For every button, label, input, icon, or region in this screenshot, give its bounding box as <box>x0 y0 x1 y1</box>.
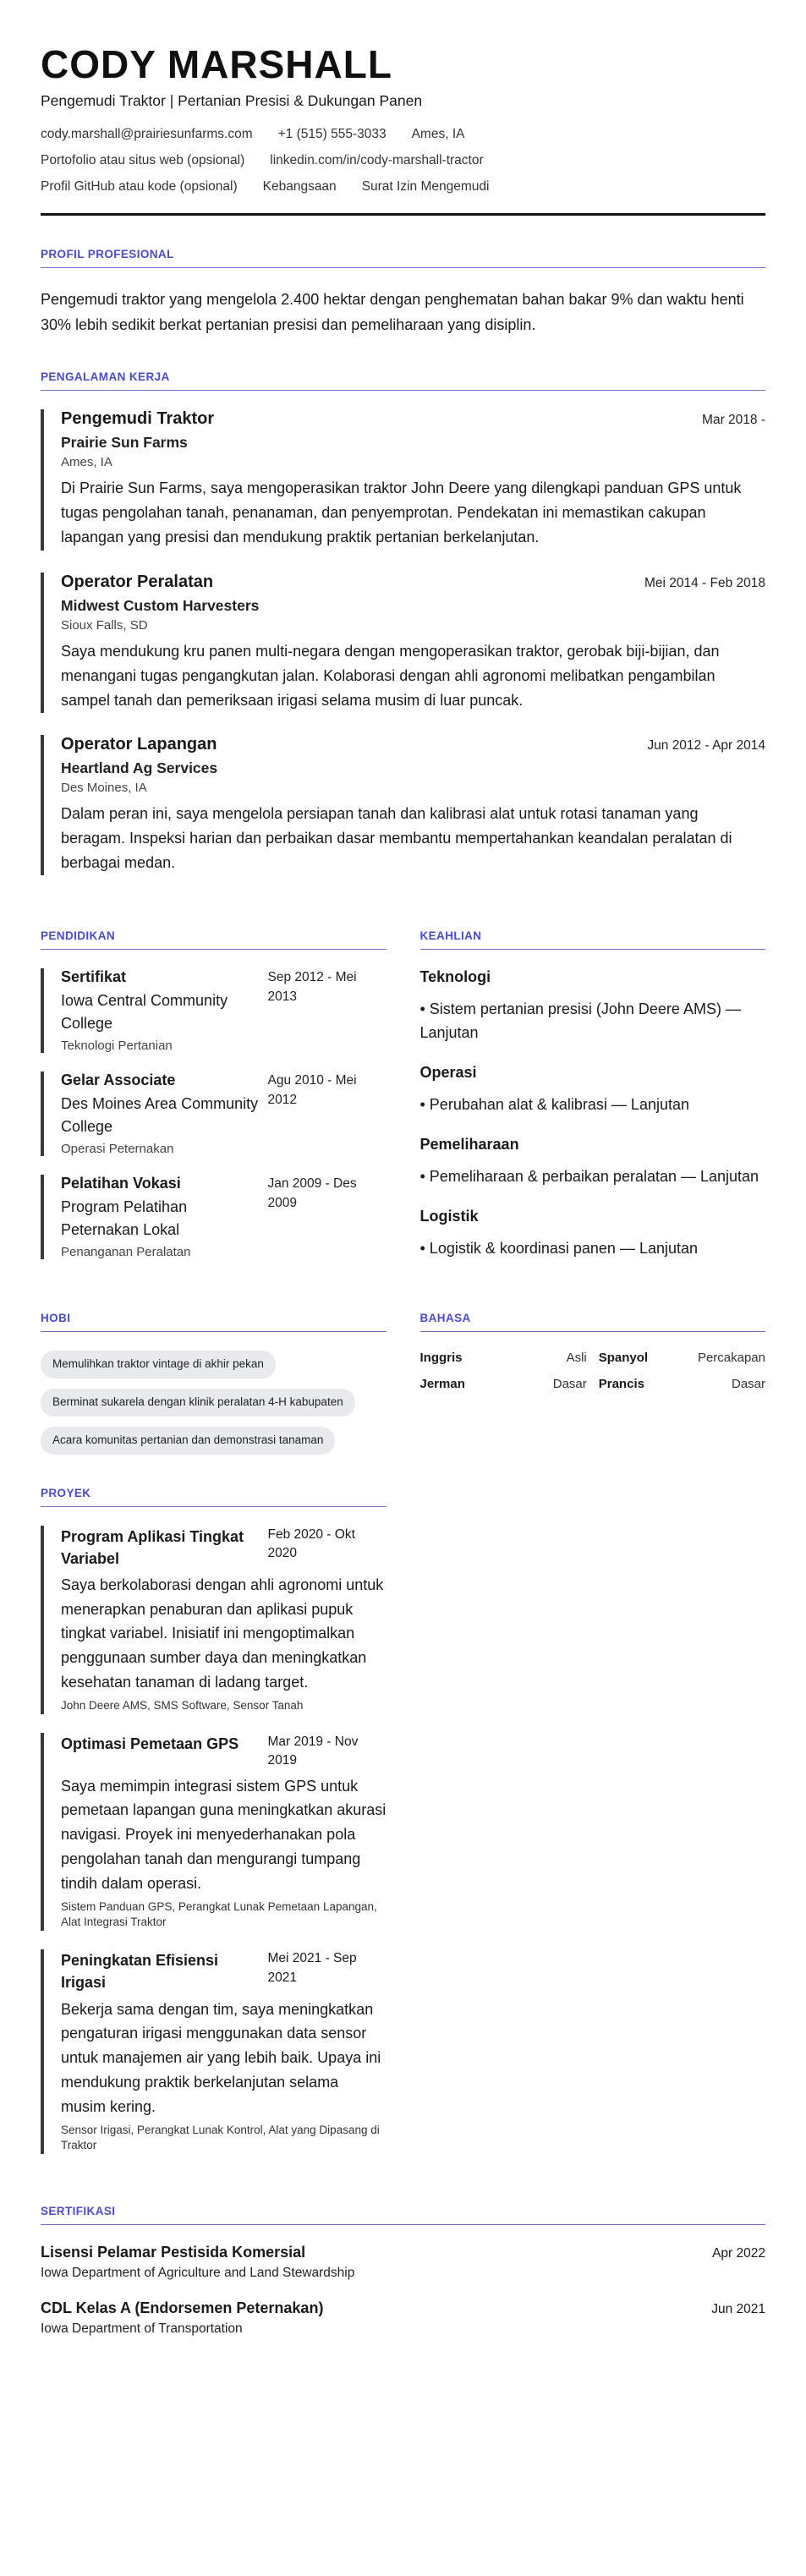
drivers-license-text: Surat Izin Mengemudi <box>361 178 490 194</box>
job-dates: Mar 2018 - <box>702 413 765 428</box>
education-school: Program Pelatihan Peternakan Lokal <box>61 1198 188 1239</box>
skill-item: • Pemeliharaan & perbaikan peralatan — Lanjutan <box>419 1168 759 1186</box>
empty-column <box>420 1455 766 2173</box>
job-company: Prairie Sun Farms <box>61 434 188 452</box>
nationality-text: Kebangsaan <box>262 178 337 194</box>
job-entry <box>41 573 765 713</box>
language-level: Dasar <box>552 1376 587 1391</box>
github-link[interactable]: Profil GitHub atau kode (opsional) <box>41 178 238 194</box>
project-entry <box>41 1733 387 1932</box>
project-title: Optimasi Pemetaan GPS <box>61 1735 239 1752</box>
skill-group <box>420 1136 766 1189</box>
certification-issuer: Iowa Department of Agriculture and Land Stewardship <box>41 2266 355 2281</box>
hobby-chip: Memulihkan traktor vintage di akhir pekan <box>41 1351 276 1378</box>
project-tools: Sensor Irigasi, Perangkat Lunak Kontrol, Alat yang Dipasang di Traktor <box>61 2123 380 2152</box>
hobby-chip: Acara komunitas pertanian dan demonstrasi tanaman <box>41 1427 335 1455</box>
project-title: Program Aplikasi Tingkat Variabel <box>61 1527 244 1567</box>
education-field: Teknologi Pertanian <box>61 1039 173 1054</box>
project-description: Bekerja sama dengan tim, saya meningkatkan pengaturan irigasi menggunakan data sensor untuk manajemen air yang lebih baik. Upaya ini mendukung praktik berkelanjutan selama musim kering. <box>61 2000 381 2115</box>
section-title: PROFIL PROFESIONAL <box>41 248 765 268</box>
education-school: Iowa Central Community College <box>61 992 228 1033</box>
skill-category: Operasi <box>419 1064 477 1082</box>
certification-date: Jun 2021 <box>711 2302 765 2317</box>
phone-link[interactable]: +1 (515) 555-3033 <box>277 126 387 141</box>
skill-group <box>420 1208 766 1261</box>
education-school: Des Moines Area Community College <box>61 1095 259 1136</box>
project-dates: Mei 2021 - Sep 2021 <box>267 1951 357 1985</box>
education-dates: Sep 2012 - Mei 2013 <box>267 970 357 1004</box>
summary-text: Pengemudi traktor yang mengelola 2.400 hektar dengan penghematan bahan bakar 9% dan waktu henti 30% lebih sedikit berkat pertanian presisi dan pemeliharaan yang disiplin. <box>41 290 744 334</box>
projects-section <box>41 1455 387 2173</box>
linkedin-link[interactable]: linkedin.com/in/cody-marshall-tractor <box>270 152 484 167</box>
contact-block <box>41 127 765 195</box>
education-field: Operasi Peternakan <box>61 1142 174 1157</box>
hobby-list <box>41 1351 387 1455</box>
education-degree: Pelatihan Vokasi <box>61 1175 181 1192</box>
experience-section <box>41 370 765 875</box>
language-item <box>420 1351 587 1365</box>
job-entry <box>41 735 765 875</box>
job-location: Sioux Falls, SD <box>61 617 148 633</box>
language-item <box>599 1377 765 1391</box>
project-entry <box>41 1949 387 2154</box>
job-description: Di Prairie Sun Farms, saya mengoperasikan traktor John Deere yang dilengkapi panduan GPS untuk tugas pengolahan tanah, penanaman, dan penyemprotan. Pendekatan ini memastikan cakupan lapangan yang presisi dan mendukung praktik pertanian berkelanjutan. <box>61 480 742 546</box>
hobbies-section <box>41 1280 387 1455</box>
section-title: HOBI <box>41 1312 387 1332</box>
skill-item: • Perubahan alat & kalibrasi — Lanjutan <box>419 1096 689 1114</box>
job-company: Midwest Custom Harvesters <box>61 596 260 614</box>
job-title: Operator Peralatan <box>61 572 214 591</box>
certification-name: Lisensi Pelamar Pestisida Komersial <box>41 2244 306 2261</box>
job-entry <box>41 409 765 550</box>
education-entry <box>41 968 387 1053</box>
certification-entry <box>41 2299 765 2337</box>
project-dates: Mar 2019 - Nov 2019 <box>267 1734 359 1768</box>
project-description: Saya memimpin integrasi sistem GPS untuk pemetaan lapangan guna meningkatkan akurasi navigasi. Proyek ini menyederhanakan pola pengolahan tanah dan mengurangi tumpang tindih dalam operasi. <box>61 1777 387 1892</box>
candidate-headline: Pengemudi Traktor | Pertanian Presisi & Dukungan Panen <box>41 91 423 109</box>
section-title: PROYEK <box>41 1487 387 1507</box>
job-company: Heartland Ag Services <box>61 759 218 777</box>
skill-item: • Logistik & koordinasi panen — Lanjutan <box>419 1240 699 1258</box>
certification-issuer: Iowa Department of Transportation <box>41 2321 243 2337</box>
education-entry <box>41 1175 387 1259</box>
skill-item: • Sistem pertanian presisi (John Deere AMS) — Lanjutan <box>419 1000 741 1042</box>
skill-category: Pemeliharaan <box>419 1136 519 1154</box>
certification-date: Apr 2022 <box>712 2246 765 2261</box>
project-tools: John Deere AMS, SMS Software, Sensor Tanah <box>61 1698 304 1712</box>
languages-section <box>420 1280 766 1455</box>
job-dates: Jun 2012 - Apr 2014 <box>647 738 765 754</box>
project-description: Saya berkolaborasi dengan ahli agronomi untuk menerapkan penaburan dan aplikasi pupuk tingkat variabel. Inisiatif ini mengoptimalkan penggunaan sumber daya dan meningkatkan kesehatan tanaman di ladang target. <box>61 1576 384 1691</box>
certifications-section <box>41 2205 765 2337</box>
section-title: BAHASA <box>420 1312 766 1332</box>
skill-group <box>420 1064 766 1117</box>
location-text: Ames, IA <box>411 126 465 141</box>
language-name: Spanyol <box>598 1350 649 1365</box>
header-divider <box>41 213 765 216</box>
two-column-block-3 <box>41 1455 765 2173</box>
language-level: Asli <box>566 1350 587 1365</box>
project-entry <box>41 1526 387 1714</box>
education-degree: Sertifikat <box>61 968 127 986</box>
certification-entry <box>41 2244 765 2281</box>
skill-group <box>420 968 766 1045</box>
education-entry <box>41 1072 387 1156</box>
job-title: Operator Lapangan <box>61 735 217 754</box>
language-item <box>599 1351 765 1365</box>
resume-header <box>41 42 765 216</box>
job-location: Ames, IA <box>61 455 112 470</box>
job-location: Des Moines, IA <box>61 781 147 796</box>
section-title: KEAHLIAN <box>420 929 766 950</box>
language-name: Jerman <box>419 1376 465 1391</box>
section-title: PENDIDIKAN <box>41 929 387 950</box>
job-title: Pengemudi Traktor <box>61 409 215 429</box>
summary-section <box>41 248 765 338</box>
email-link[interactable]: cody.marshall@prairiesunfarms.com <box>41 126 253 141</box>
hobby-chip: Berminat sukarela dengan klinik peralatan 4-H kabupaten <box>41 1389 355 1417</box>
education-section <box>41 897 387 1279</box>
language-level: Percakapan <box>697 1350 765 1365</box>
two-column-block-2 <box>41 1280 765 1455</box>
job-dates: Mei 2014 - Feb 2018 <box>644 575 765 590</box>
candidate-name: CODY MARSHALL <box>41 42 392 86</box>
two-column-block-1 <box>41 897 765 1279</box>
education-dates: Jan 2009 - Des 2009 <box>267 1176 357 1210</box>
project-dates: Feb 2020 - Okt 2020 <box>267 1526 355 1561</box>
certification-name: CDL Kelas A (Endorsemen Peternakan) <box>41 2299 324 2317</box>
education-degree: Gelar Associate <box>61 1072 176 1089</box>
skill-category: Logistik <box>419 1208 479 1225</box>
language-name: Inggris <box>419 1350 463 1365</box>
job-description: Dalam peran ini, saya mengelola persiapan tanah dan kalibrasi alat untuk rotasi tanaman yang beragam. Inspeksi harian dan perbaikan dasar membantu mempertahankan keandalan peralatan di berbagai medan. <box>61 805 732 872</box>
portfolio-link[interactable]: Portofolio atau situs web (opsional) <box>41 152 245 167</box>
education-dates: Agu 2010 - Mei 2012 <box>267 1073 357 1107</box>
language-level: Dasar <box>731 1376 765 1391</box>
language-item <box>420 1377 587 1391</box>
language-name: Prancis <box>598 1376 644 1391</box>
project-title: Peningkatan Efisiensi Irigasi <box>61 1952 219 1992</box>
language-grid <box>420 1351 766 1391</box>
skills-section <box>420 897 766 1279</box>
skill-category: Teknologi <box>419 968 491 986</box>
section-title: PENGALAMAN KERJA <box>41 370 765 391</box>
education-field: Penanganan Peralatan <box>61 1245 191 1260</box>
job-description: Saya mendukung kru panen multi-negara dengan mengoperasikan traktor, gerobak biji-bijian, dan menangani tugas pengangkutan jalan. Kolaborasi dengan ahli agronomi melibatkan pengambilan sampel tanah dan pemeriksaan irigasi selama musim di luar puncak. <box>61 642 720 709</box>
project-tools: Sistem Panduan GPS, Perangkat Lunak Pemetaan Lapangan, Alat Integrasi Traktor <box>61 1899 377 1929</box>
section-title: SERTIFIKASI <box>41 2205 765 2225</box>
